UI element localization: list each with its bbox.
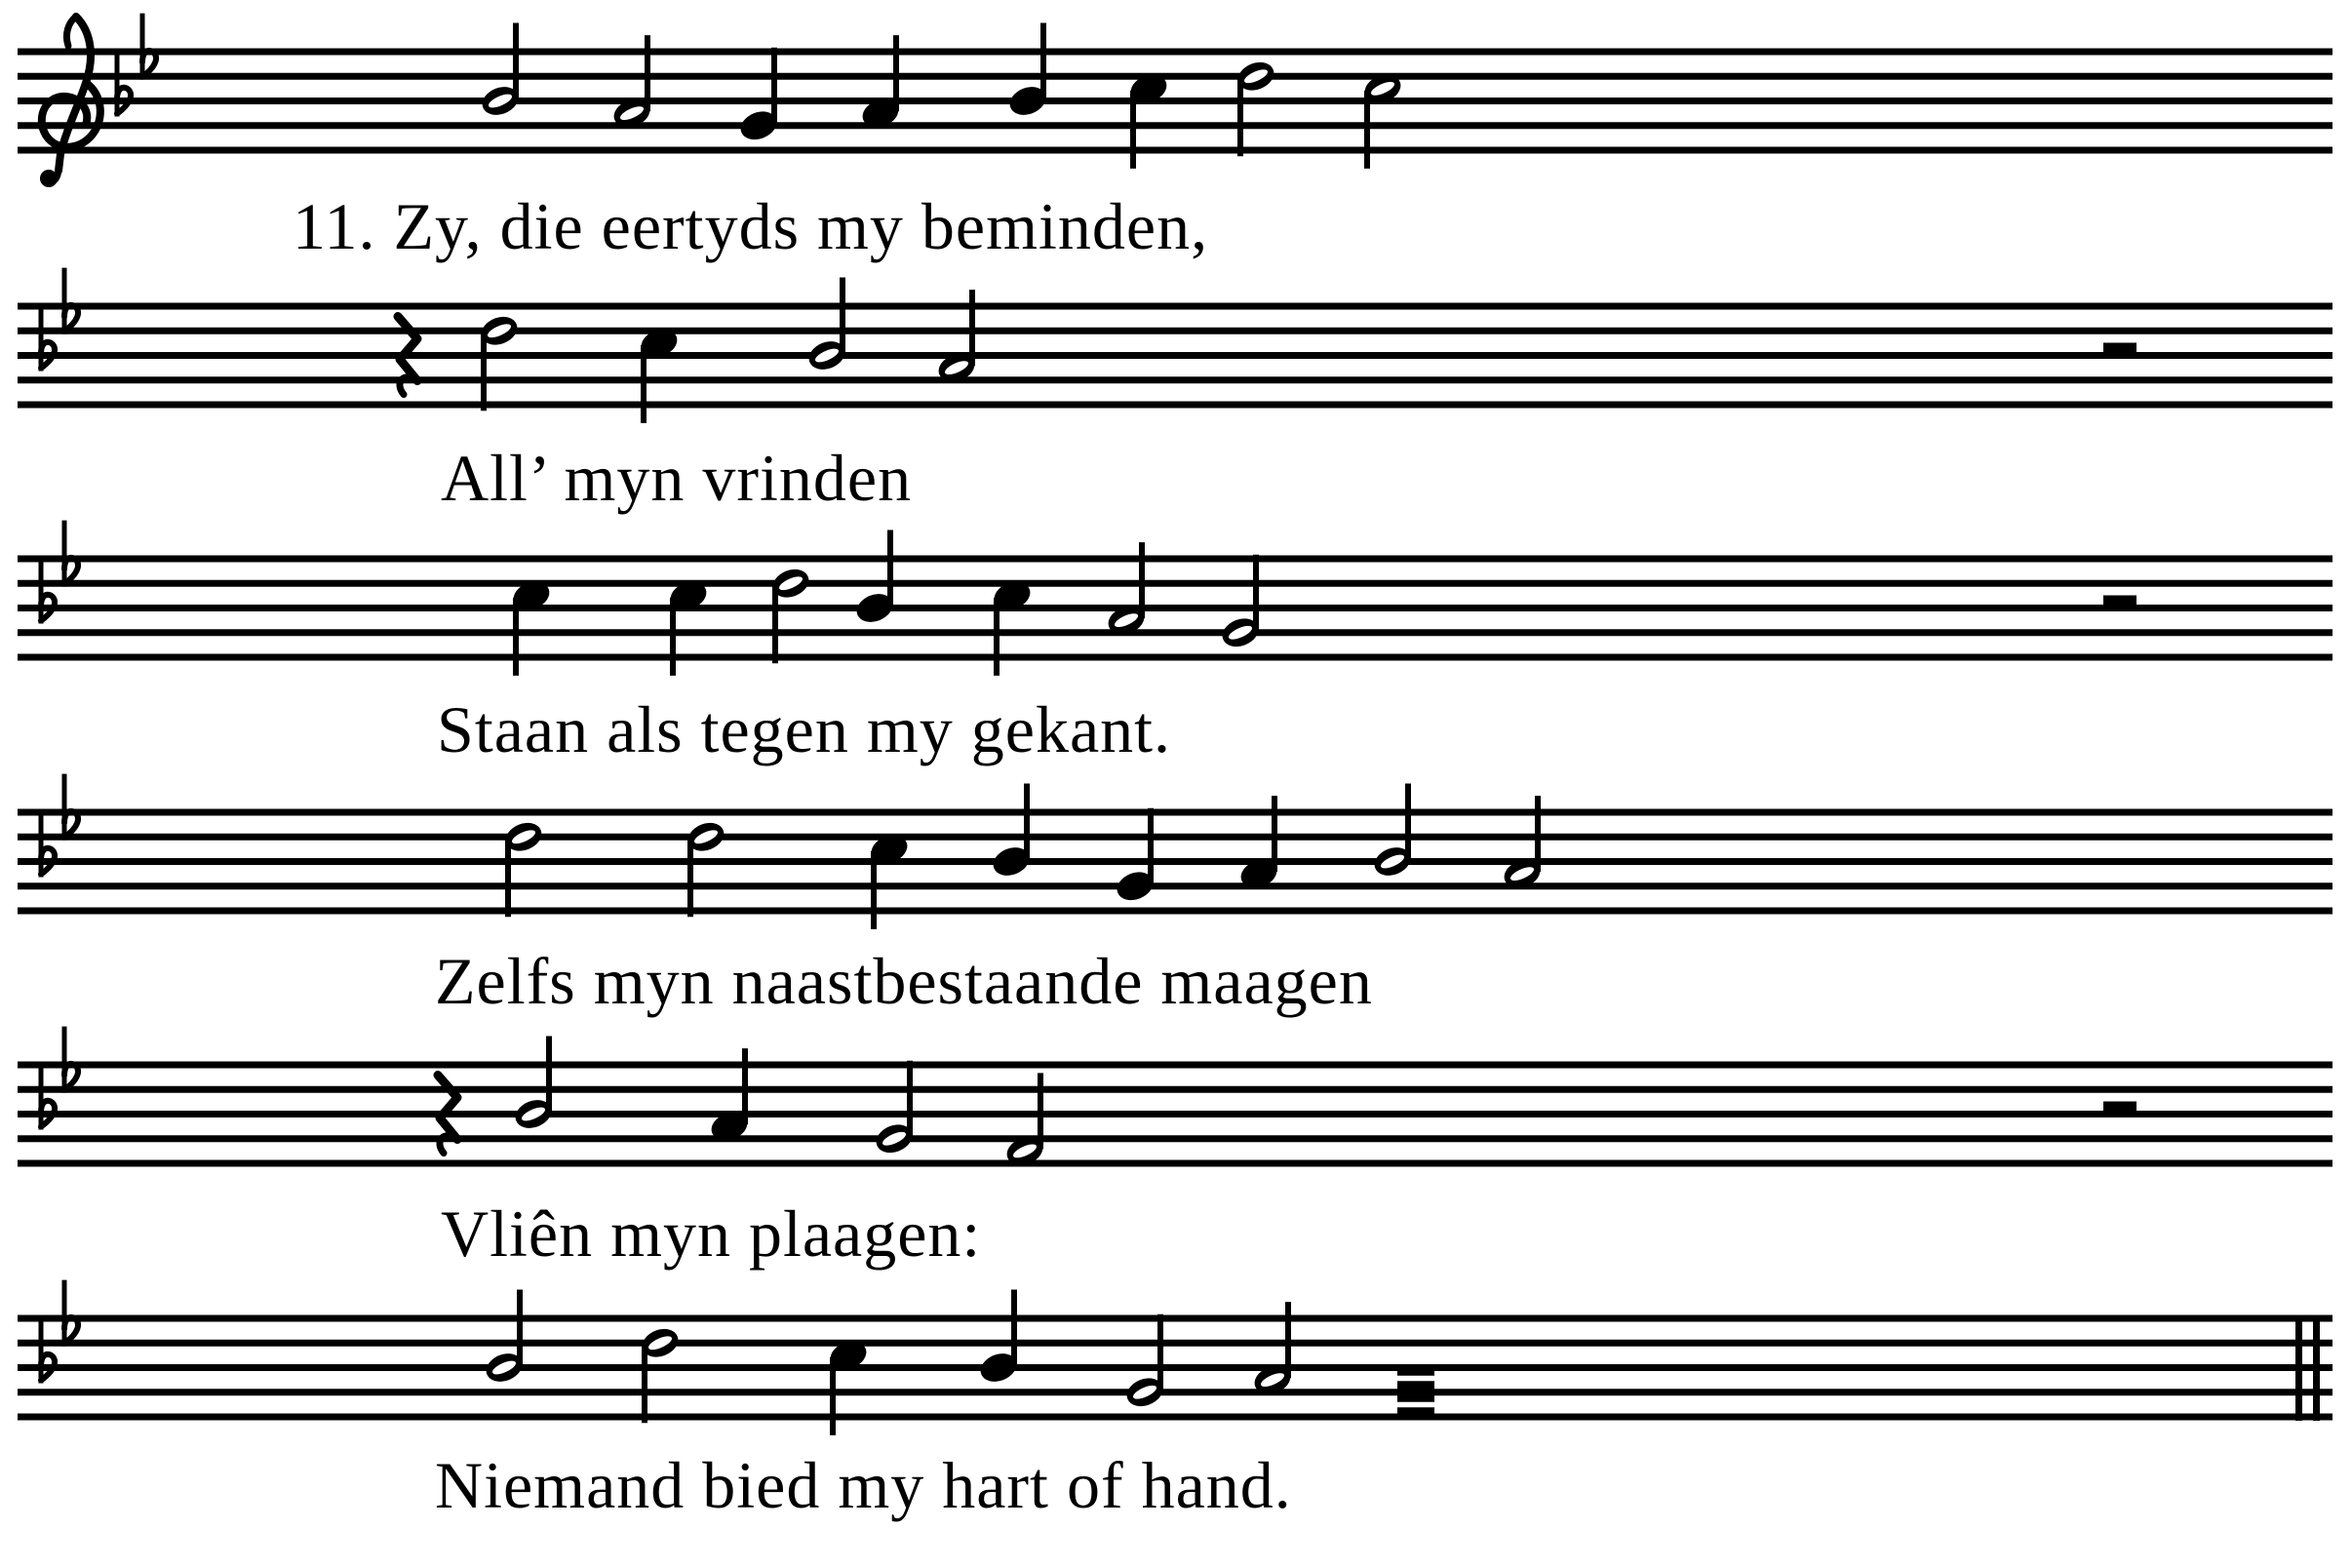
flat-icon xyxy=(140,14,157,80)
lyric-line-3: Staan als tegen my gekant. xyxy=(437,692,1172,766)
staff-4 xyxy=(18,774,2332,929)
note-b4-half xyxy=(1370,784,1414,881)
staff-line xyxy=(18,882,2332,889)
note-b4-quarter xyxy=(989,784,1033,881)
note-b4-half xyxy=(482,1290,526,1387)
half-rest xyxy=(2103,1102,2136,1115)
staff-5 xyxy=(18,1027,2332,1170)
staff-6 xyxy=(18,1280,2332,1435)
staff-line xyxy=(18,1160,2332,1167)
staff-line xyxy=(18,809,2332,816)
staff-line xyxy=(18,629,2332,636)
flat-icon xyxy=(62,1280,79,1347)
staff-line xyxy=(18,1062,2332,1069)
flat-icon xyxy=(39,811,56,878)
final-breve-note xyxy=(1397,1369,1434,1416)
flat-icon xyxy=(39,1317,56,1384)
staff-line xyxy=(18,1364,2332,1371)
staff-line xyxy=(18,303,2332,310)
note-c5-quarter xyxy=(666,576,710,675)
flat-icon xyxy=(39,305,56,372)
note-c5-quarter xyxy=(990,576,1034,675)
staff-line xyxy=(18,1315,2332,1322)
note-d5-half xyxy=(768,565,812,663)
staff-line xyxy=(18,1111,2332,1117)
staff-line xyxy=(18,1414,2332,1421)
half-rest xyxy=(2103,343,2136,356)
staff-line xyxy=(18,908,2332,915)
staff-line xyxy=(18,556,2332,563)
flat-icon xyxy=(62,521,79,587)
note-g4-quarter xyxy=(1113,808,1156,905)
flat-icon xyxy=(62,268,79,334)
lyric-line-4: Zelfs myn naastbestaande maagen xyxy=(435,944,1373,1018)
staff-line xyxy=(18,858,2332,865)
staff-line xyxy=(18,328,2332,334)
staff-line xyxy=(18,580,2332,587)
lyric-line-5: Vliên myn plaagen: xyxy=(441,1196,982,1271)
flat-icon xyxy=(39,558,56,624)
note-c5-quarter xyxy=(1126,69,1170,168)
staff-line xyxy=(18,605,2332,611)
note-c5-quarter xyxy=(826,1336,870,1434)
staff-line xyxy=(18,73,2332,80)
flat-icon xyxy=(39,1064,56,1130)
half-rest xyxy=(2103,596,2136,608)
staff-line xyxy=(18,352,2332,359)
staff-line xyxy=(18,147,2332,154)
lyric-line-2: All’ myn vrinden xyxy=(441,441,913,515)
final-barline xyxy=(2295,1315,2302,1421)
note-g4-half xyxy=(1218,555,1262,651)
note-d5-half xyxy=(501,818,545,917)
staff-line xyxy=(18,49,2332,56)
note-b4-quarter xyxy=(1005,23,1049,120)
note-b4-half xyxy=(804,278,848,374)
note-c5-quarter xyxy=(637,324,681,422)
final-barline xyxy=(2313,1315,2320,1421)
staff-line xyxy=(18,1340,2332,1347)
flat-icon xyxy=(115,51,132,117)
lyric-line-6: Niemand bied my hart of hand. xyxy=(435,1448,1292,1522)
note-d5-half xyxy=(638,1324,682,1423)
flat-icon xyxy=(62,1027,79,1093)
staff-line xyxy=(18,376,2332,383)
note-b4-half xyxy=(511,1037,555,1133)
note-c5-quarter xyxy=(509,576,553,675)
note-d5-half xyxy=(1234,58,1277,156)
note-c5-quarter xyxy=(867,830,911,928)
staff-1 xyxy=(18,14,2332,187)
note-g4-half xyxy=(872,1061,916,1157)
note-d5-half xyxy=(684,818,727,917)
lyric-line-1: 11. Zy, die eertyds my beminden, xyxy=(293,189,1209,263)
staff-3 xyxy=(18,521,2332,676)
staff-line xyxy=(18,1135,2332,1142)
staff-line xyxy=(18,122,2332,129)
note-c5-half xyxy=(1360,69,1404,168)
note-b4-quarter xyxy=(852,530,896,627)
staff-2 xyxy=(18,268,2332,423)
staff-line xyxy=(18,1389,2332,1395)
staff-line xyxy=(18,98,2332,104)
note-b4-half xyxy=(478,23,522,120)
note-b4-quarter xyxy=(976,1290,1020,1387)
flat-icon xyxy=(62,774,79,841)
staff-line xyxy=(18,654,2332,661)
staff-line xyxy=(18,402,2332,409)
staff-line xyxy=(18,834,2332,841)
note-g4-quarter xyxy=(736,48,780,144)
note-d5-half xyxy=(477,312,521,411)
note-g4-half xyxy=(1122,1314,1166,1411)
staff-line xyxy=(18,1086,2332,1093)
